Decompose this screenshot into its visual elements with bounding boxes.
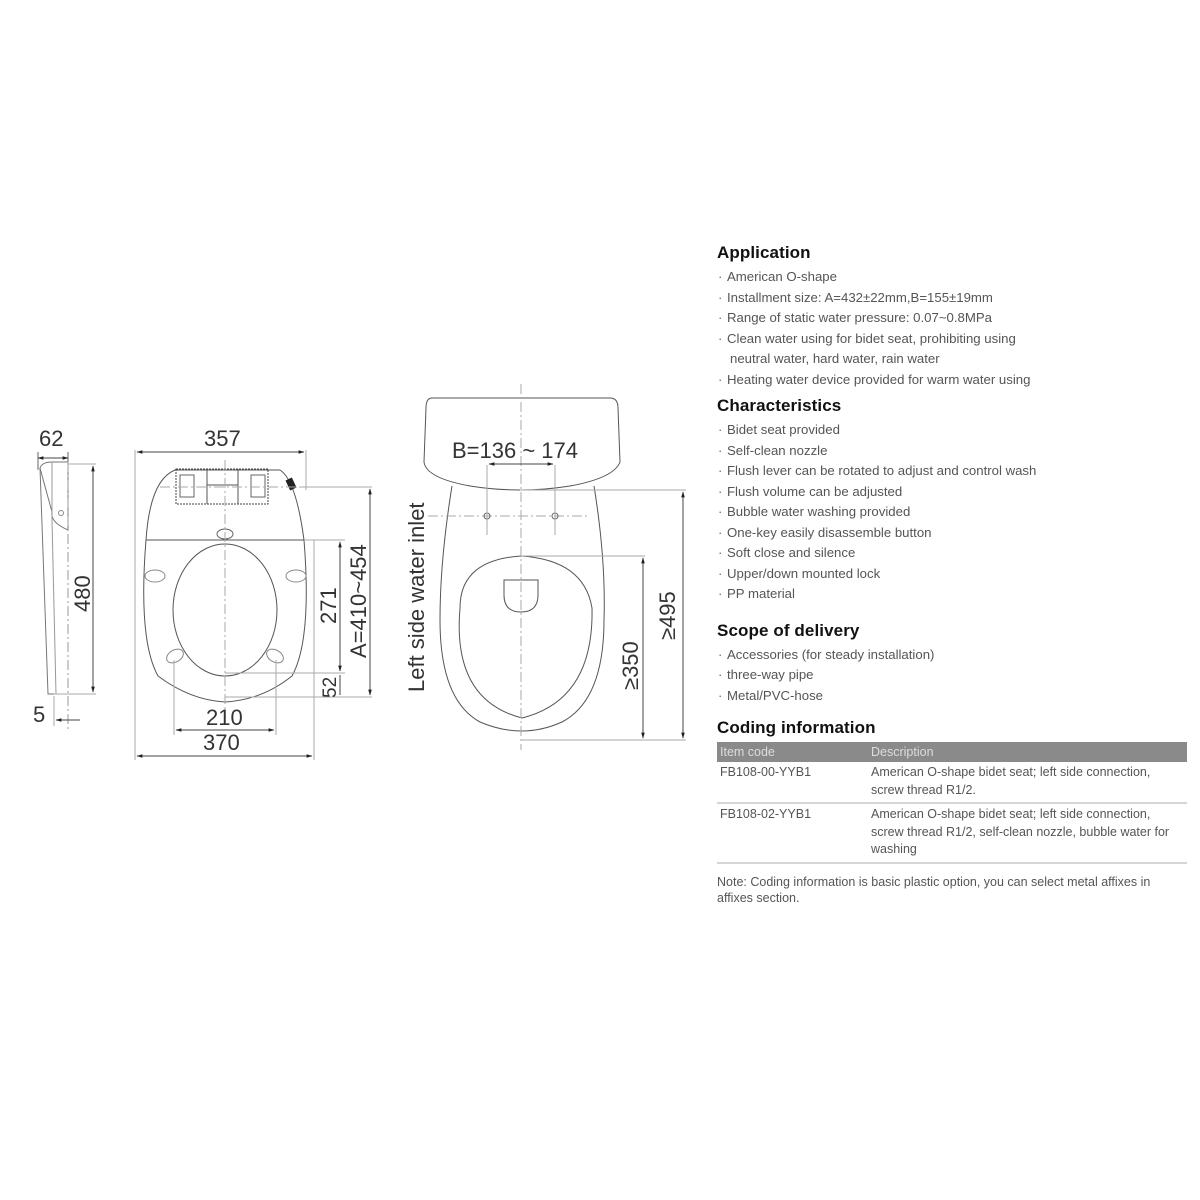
b-range-label: B=136 ~ 174: [452, 438, 579, 463]
description-cell: American O-shape bidet seat; left side connection, screw thread R1/2.: [868, 762, 1187, 803]
characteristic-item: · Bidet seat provided: [717, 420, 1187, 441]
side-height-label: 480: [70, 575, 95, 612]
min-total-label: ≥495: [655, 591, 680, 640]
scope-list: [717, 645, 1187, 707]
table-row: [717, 803, 1187, 863]
opening-label: 271: [316, 587, 341, 624]
scope-title: Scope of delivery: [717, 620, 860, 640]
coding-title: Coding information: [717, 718, 876, 737]
application-item: [717, 329, 1187, 370]
application-item-continuation: neutral water, hard water, rain water: [730, 351, 940, 366]
rear-offset-label: 52: [320, 676, 341, 698]
application-item-text: Clean water using for bidet seat, prohibiting using: [727, 330, 1016, 346]
scope-item: · Accessories (for steady installation): [717, 645, 1187, 666]
coding-table: [717, 742, 1187, 864]
application-title: Application: [717, 243, 811, 262]
header-item-code: Item code: [717, 742, 868, 762]
total-width-label: 370: [203, 730, 240, 755]
application-item: · Heating water device provided for warm water using: [717, 370, 1187, 391]
spec-panel: [717, 243, 1187, 906]
item-code-cell: FB108-02-YYB1: [717, 803, 868, 863]
seat-width-label: 357: [204, 426, 241, 451]
coding-note: Note: Coding information is basic plastic option, you can select metal affixes in affixes section.: [717, 874, 1151, 905]
application-item: · American O-shape: [717, 267, 1187, 288]
header-description: Description: [868, 742, 1187, 762]
characteristic-item: · One-key easily disassemble button: [717, 523, 1187, 544]
characteristic-item: · PP material: [717, 584, 1187, 605]
characteristic-item: · Flush lever can be rotated to adjust and control wash: [717, 461, 1187, 482]
side-offset-label: 5: [33, 702, 46, 727]
table-row: [717, 762, 1187, 803]
water-inlet-label: Left side water inlet: [404, 502, 429, 692]
bolt-spacing-label: 210: [206, 705, 243, 730]
characteristic-item: · Bubble water washing provided: [717, 502, 1187, 523]
description-cell: American O-shape bidet seat; left side connection, screw thread R1/2, self-clean nozzle, bubble water for washing: [868, 803, 1187, 863]
characteristic-item: · Upper/down mounted lock: [717, 564, 1187, 585]
scope-item: · three-way pipe: [717, 665, 1187, 686]
application-item: · Range of static water pressure: 0.07~0.8MPa: [717, 308, 1187, 329]
coding-table-header: [717, 742, 1187, 762]
characteristic-item: · Self-clean nozzle: [717, 441, 1187, 462]
application-list: [717, 267, 1187, 390]
characteristics-list: [717, 420, 1187, 605]
side-thickness-label: 62: [39, 426, 64, 451]
characteristics-title: Characteristics: [717, 396, 842, 415]
characteristic-item: · Flush volume can be adjusted: [717, 482, 1187, 503]
application-item: · Installment size: A=432±22mm,B=155±19mm: [717, 288, 1187, 309]
scope-item: · Metal/PVC-hose: [717, 686, 1187, 707]
characteristic-item: · Soft close and silence: [717, 543, 1187, 564]
min-bowl-label: ≥350: [618, 641, 643, 690]
a-range-label: A=410~454: [346, 544, 371, 658]
item-code-cell: FB108-00-YYB1: [717, 762, 868, 803]
